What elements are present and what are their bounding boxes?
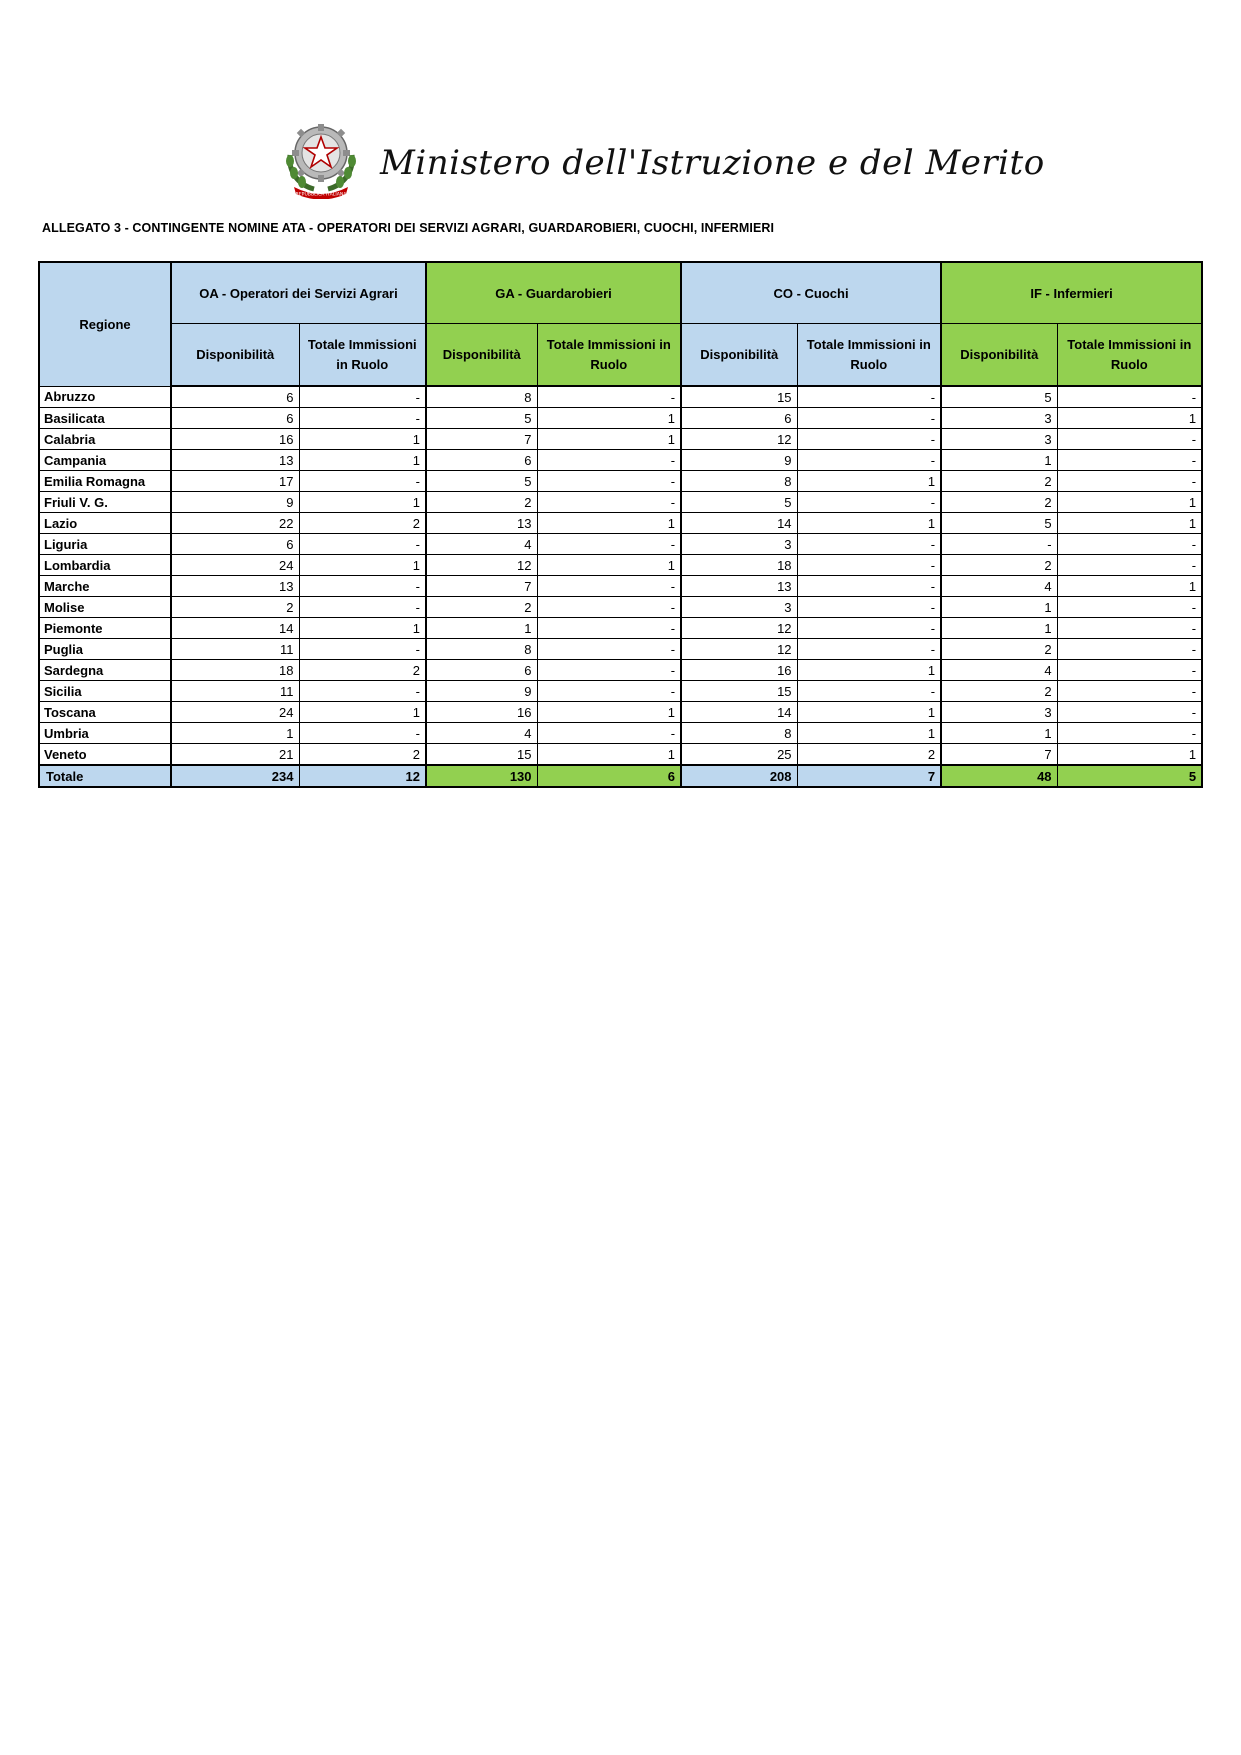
value-cell: 1	[797, 471, 941, 492]
value-cell: -	[537, 723, 681, 744]
column-header: Totale Immissioni in Ruolo	[1057, 324, 1202, 387]
value-cell: 2	[299, 744, 426, 766]
value-cell: 5	[1057, 765, 1202, 787]
region-cell: Totale	[39, 765, 171, 787]
region-cell: Molise	[39, 597, 171, 618]
region-cell: Emilia Romagna	[39, 471, 171, 492]
value-cell: 16	[681, 660, 797, 681]
table-row	[39, 681, 1202, 702]
value-cell: 1	[537, 429, 681, 450]
table-row	[39, 639, 1202, 660]
value-cell: 1	[1057, 408, 1202, 429]
value-cell: 15	[681, 386, 797, 408]
value-cell: -	[299, 534, 426, 555]
region-cell: Lombardia	[39, 555, 171, 576]
value-cell: 13	[681, 576, 797, 597]
value-cell: 16	[171, 429, 299, 450]
value-cell: -	[797, 450, 941, 471]
value-cell: 8	[426, 386, 537, 408]
value-cell: -	[537, 576, 681, 597]
value-cell: 2	[797, 744, 941, 766]
value-cell: 3	[941, 702, 1057, 723]
column-header: Totale Immissioni in Ruolo	[797, 324, 941, 387]
value-cell: -	[299, 386, 426, 408]
value-cell: -	[797, 597, 941, 618]
region-cell: Abruzzo	[39, 386, 171, 408]
value-cell: 12	[681, 618, 797, 639]
value-cell: 24	[171, 555, 299, 576]
value-cell: 1	[537, 408, 681, 429]
value-cell: -	[1057, 618, 1202, 639]
value-cell: 17	[171, 471, 299, 492]
value-cell: -	[299, 681, 426, 702]
value-cell: 18	[171, 660, 299, 681]
value-cell: -	[1057, 702, 1202, 723]
value-cell: 1	[1057, 576, 1202, 597]
value-cell: -	[797, 618, 941, 639]
value-cell: 2	[299, 660, 426, 681]
value-cell: 4	[941, 576, 1057, 597]
table-row	[39, 660, 1202, 681]
value-cell: -	[1057, 429, 1202, 450]
value-cell: 1	[299, 618, 426, 639]
value-cell: -	[1057, 386, 1202, 408]
region-cell: Toscana	[39, 702, 171, 723]
value-cell: 13	[171, 576, 299, 597]
value-cell: 12	[426, 555, 537, 576]
value-cell: 5	[426, 408, 537, 429]
group-header-if: IF - Infermieri	[941, 262, 1202, 324]
region-cell: Friuli V. G.	[39, 492, 171, 513]
value-cell: 1	[171, 723, 299, 744]
region-cell: Puglia	[39, 639, 171, 660]
value-cell: 3	[941, 408, 1057, 429]
value-cell: -	[537, 386, 681, 408]
value-cell: 1	[797, 660, 941, 681]
value-cell: 1	[797, 723, 941, 744]
value-cell: 15	[681, 681, 797, 702]
value-cell: 14	[681, 513, 797, 534]
value-cell: -	[941, 534, 1057, 555]
value-cell: 234	[171, 765, 299, 787]
value-cell: 9	[171, 492, 299, 513]
value-cell: -	[797, 681, 941, 702]
region-cell: Lazio	[39, 513, 171, 534]
group-header-oa: OA - Operatori dei Servizi Agrari	[171, 262, 426, 324]
value-cell: 2	[941, 471, 1057, 492]
value-cell: -	[299, 471, 426, 492]
value-cell: -	[797, 576, 941, 597]
value-cell: 11	[171, 639, 299, 660]
region-cell: Campania	[39, 450, 171, 471]
value-cell: 6	[171, 408, 299, 429]
table-row	[39, 408, 1202, 429]
column-header: Totale Immissioni in Ruolo	[537, 324, 681, 387]
value-cell: 8	[681, 723, 797, 744]
value-cell: -	[537, 492, 681, 513]
value-cell: -	[299, 639, 426, 660]
value-cell: 14	[681, 702, 797, 723]
value-cell: 6	[426, 450, 537, 471]
value-cell: -	[537, 471, 681, 492]
column-header: Totale Immissioni in Ruolo	[299, 324, 426, 387]
table-row	[39, 450, 1202, 471]
value-cell: 1	[537, 555, 681, 576]
value-cell: 1	[797, 702, 941, 723]
value-cell: 48	[941, 765, 1057, 787]
value-cell: 2	[941, 681, 1057, 702]
value-cell: 1	[941, 597, 1057, 618]
value-cell: 8	[426, 639, 537, 660]
value-cell: 7	[941, 744, 1057, 766]
value-cell: 3	[681, 534, 797, 555]
value-cell: 6	[426, 660, 537, 681]
value-cell: 12	[299, 765, 426, 787]
value-cell: -	[299, 576, 426, 597]
value-cell: -	[537, 660, 681, 681]
value-cell: 130	[426, 765, 537, 787]
value-cell: -	[537, 450, 681, 471]
value-cell: -	[537, 639, 681, 660]
value-cell: 1	[537, 744, 681, 766]
value-cell: 6	[681, 408, 797, 429]
value-cell: 2	[941, 492, 1057, 513]
value-cell: 1	[1057, 744, 1202, 766]
value-cell: 4	[941, 660, 1057, 681]
region-cell: Sardegna	[39, 660, 171, 681]
value-cell: 12	[681, 639, 797, 660]
value-cell: 1	[1057, 492, 1202, 513]
ministry-name: Ministero dell'Istruzione e del Merito	[380, 143, 1045, 183]
value-cell: 11	[171, 681, 299, 702]
value-cell: -	[1057, 450, 1202, 471]
value-cell: -	[1057, 723, 1202, 744]
value-cell: -	[1057, 471, 1202, 492]
value-cell: -	[797, 534, 941, 555]
value-cell: -	[537, 597, 681, 618]
region-cell: Liguria	[39, 534, 171, 555]
value-cell: -	[299, 597, 426, 618]
value-cell: -	[1057, 681, 1202, 702]
value-cell: 1	[426, 618, 537, 639]
table-row	[39, 576, 1202, 597]
value-cell: -	[797, 408, 941, 429]
table-row	[39, 723, 1202, 744]
value-cell: 1	[941, 723, 1057, 744]
column-header: Disponibilità	[171, 324, 299, 387]
table-row	[39, 702, 1202, 723]
value-cell: 13	[426, 513, 537, 534]
value-cell: 5	[681, 492, 797, 513]
value-cell: 8	[681, 471, 797, 492]
contingent-table	[38, 261, 1203, 788]
region-cell: Piemonte	[39, 618, 171, 639]
value-cell: 6	[171, 534, 299, 555]
value-cell: 15	[426, 744, 537, 766]
value-cell: 21	[171, 744, 299, 766]
value-cell: 13	[171, 450, 299, 471]
value-cell: 25	[681, 744, 797, 766]
total-row	[39, 765, 1202, 787]
region-cell: Umbria	[39, 723, 171, 744]
value-cell: 1	[537, 702, 681, 723]
value-cell: 7	[426, 576, 537, 597]
value-cell: 24	[171, 702, 299, 723]
value-cell: -	[537, 618, 681, 639]
value-cell: -	[797, 492, 941, 513]
value-cell: -	[299, 723, 426, 744]
group-header-ga: GA - Guardarobieri	[426, 262, 681, 324]
value-cell: 16	[426, 702, 537, 723]
value-cell: -	[797, 639, 941, 660]
table-row	[39, 534, 1202, 555]
value-cell: -	[797, 429, 941, 450]
table-row	[39, 429, 1202, 450]
value-cell: -	[1057, 534, 1202, 555]
value-cell: 2	[426, 492, 537, 513]
value-cell: -	[1057, 555, 1202, 576]
value-cell: 5	[426, 471, 537, 492]
value-cell: 1	[299, 429, 426, 450]
value-cell: 9	[426, 681, 537, 702]
region-cell: Basilicata	[39, 408, 171, 429]
value-cell: -	[537, 534, 681, 555]
value-cell: 2	[299, 513, 426, 534]
region-header: Regione	[39, 262, 171, 386]
emblem-ribbon-text: REPUBBLICA ITALIANA	[295, 192, 347, 198]
value-cell: 4	[426, 534, 537, 555]
value-cell: 1	[797, 513, 941, 534]
value-cell: 1	[299, 450, 426, 471]
value-cell: 7	[426, 429, 537, 450]
value-cell: 3	[941, 429, 1057, 450]
region-cell: Calabria	[39, 429, 171, 450]
value-cell: 1	[299, 702, 426, 723]
region-cell: Marche	[39, 576, 171, 597]
value-cell: 2	[941, 555, 1057, 576]
value-cell: -	[1057, 597, 1202, 618]
value-cell: 1	[941, 618, 1057, 639]
page-header	[282, 115, 1045, 205]
value-cell: 22	[171, 513, 299, 534]
value-cell: 6	[537, 765, 681, 787]
column-header: Disponibilità	[681, 324, 797, 387]
table-row	[39, 386, 1202, 408]
table-row	[39, 744, 1202, 766]
value-cell: 12	[681, 429, 797, 450]
value-cell: 1	[1057, 513, 1202, 534]
value-cell: 5	[941, 386, 1057, 408]
document-title: ALLEGATO 3 - CONTINGENTE NOMINE ATA - OPERATORI DEI SERVIZI AGRARI, GUARDAROBIERI, CUOCHI, INFERMIERI	[42, 221, 775, 235]
value-cell: -	[797, 555, 941, 576]
value-cell: 1	[537, 513, 681, 534]
value-cell: -	[1057, 660, 1202, 681]
column-header: Disponibilità	[941, 324, 1057, 387]
value-cell: 1	[299, 492, 426, 513]
value-cell: 3	[681, 597, 797, 618]
value-cell: -	[797, 386, 941, 408]
value-cell: 1	[299, 555, 426, 576]
table-row	[39, 618, 1202, 639]
value-cell: 18	[681, 555, 797, 576]
region-cell: Sicilia	[39, 681, 171, 702]
table-row	[39, 597, 1202, 618]
table-row	[39, 513, 1202, 534]
table-row	[39, 492, 1202, 513]
value-cell: 14	[171, 618, 299, 639]
value-cell: -	[299, 408, 426, 429]
value-cell: 6	[171, 386, 299, 408]
table-row	[39, 471, 1202, 492]
italian-republic-emblem-icon	[282, 115, 360, 199]
value-cell: 4	[426, 723, 537, 744]
value-cell: 1	[941, 450, 1057, 471]
table-body	[39, 386, 1202, 787]
value-cell: 9	[681, 450, 797, 471]
value-cell: 2	[941, 639, 1057, 660]
value-cell: 2	[171, 597, 299, 618]
column-header: Disponibilità	[426, 324, 537, 387]
value-cell: 208	[681, 765, 797, 787]
value-cell: 2	[426, 597, 537, 618]
group-header-co: CO - Cuochi	[681, 262, 941, 324]
value-cell: 7	[797, 765, 941, 787]
region-cell: Veneto	[39, 744, 171, 766]
value-cell: -	[1057, 639, 1202, 660]
value-cell: 5	[941, 513, 1057, 534]
value-cell: -	[537, 681, 681, 702]
table-row	[39, 555, 1202, 576]
